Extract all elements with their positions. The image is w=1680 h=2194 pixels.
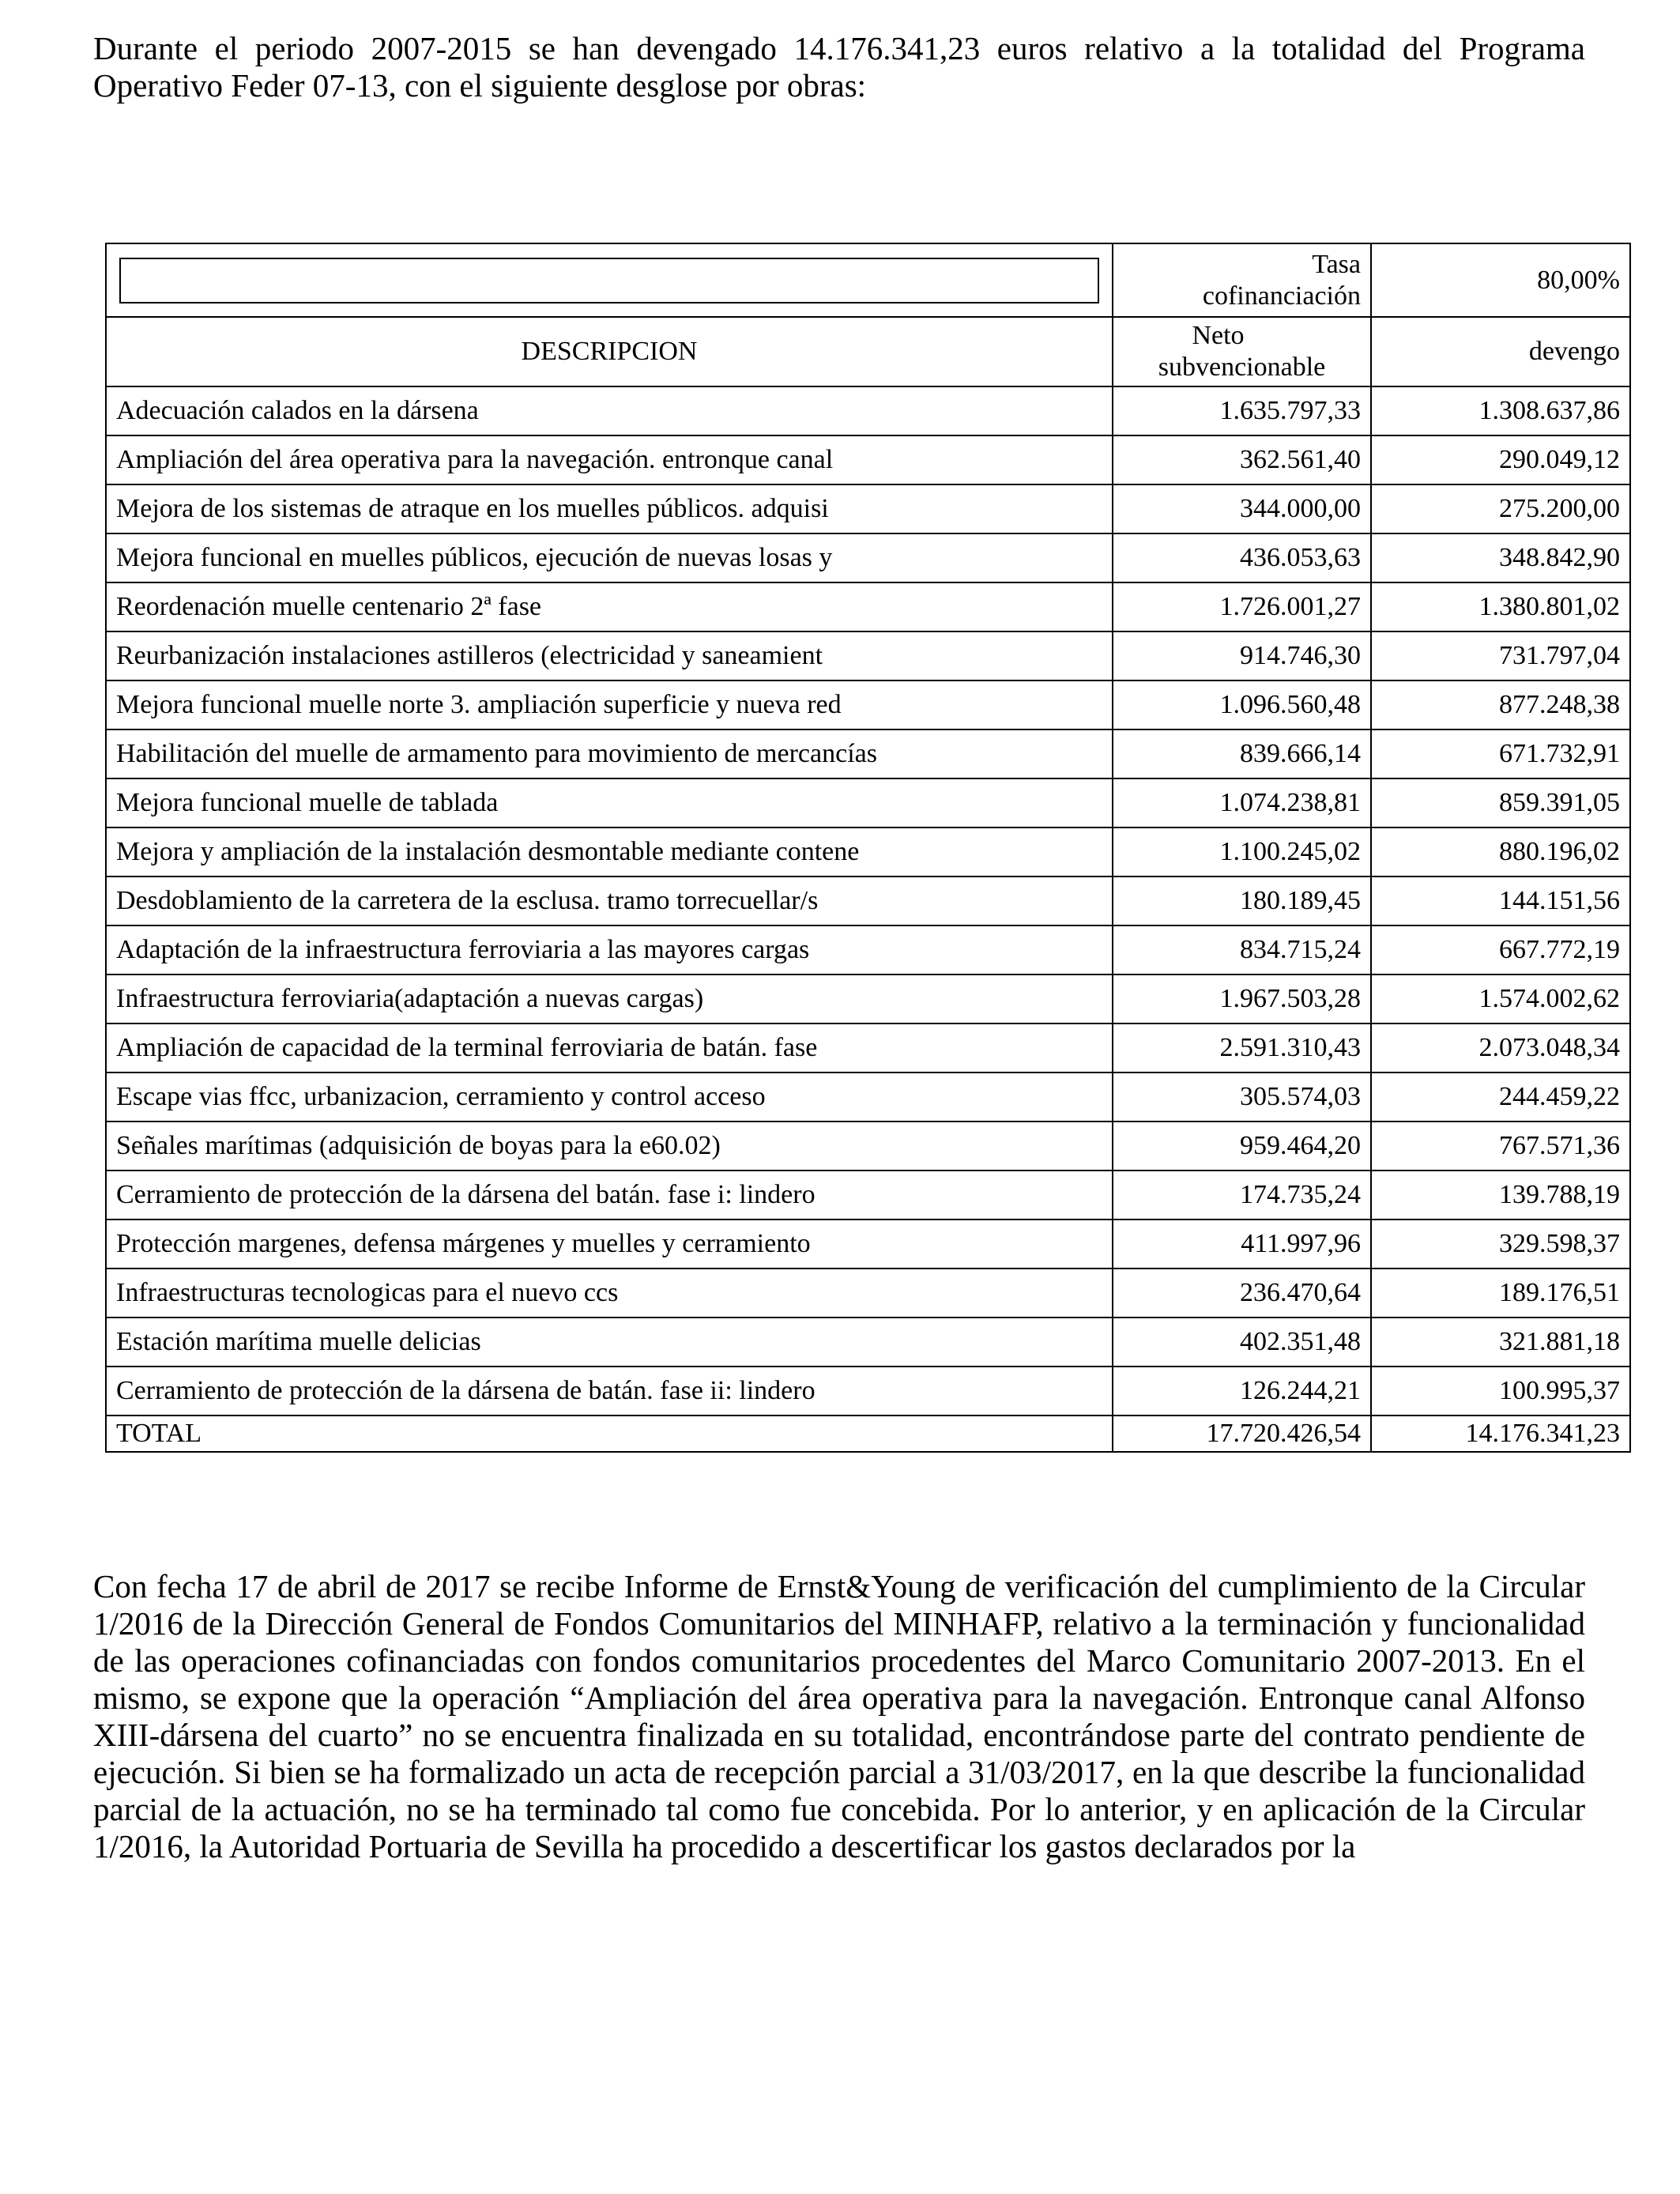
row-net-amount: 126.244,21 [1113, 1367, 1371, 1416]
row-accrual-amount: 767.571,36 [1371, 1122, 1630, 1171]
table-row [106, 1318, 1630, 1367]
table-row [106, 631, 1630, 680]
row-description: Desdoblamiento de la carretera de la esclusa. tramo torrecuellar/s [106, 876, 1113, 925]
row-description: Ampliación de capacidad de la terminal ferroviaria de batán. fase [106, 1023, 1113, 1072]
row-accrual-amount: 348.842,90 [1371, 533, 1630, 582]
row-accrual-amount: 1.308.637,86 [1371, 386, 1630, 435]
total-label: TOTAL [106, 1416, 1113, 1452]
row-net-amount: 1.967.503,28 [1113, 974, 1371, 1023]
table-row [106, 729, 1630, 778]
table-row [106, 974, 1630, 1023]
row-net-amount: 959.464,20 [1113, 1122, 1371, 1171]
row-net-amount: 2.591.310,43 [1113, 1023, 1371, 1072]
row-description: Cerramiento de protección de la dársena del batán. fase i: lindero [106, 1171, 1113, 1220]
row-net-amount: 1.100.245,02 [1113, 827, 1371, 876]
table-row [106, 1072, 1630, 1122]
row-description: Adecuación calados en la dársena [106, 386, 1113, 435]
row-description: Mejora funcional en muelles públicos, ejecución de nuevas losas y [106, 533, 1113, 582]
row-description: Mejora y ampliación de la instalación desmontable mediante contene [106, 827, 1113, 876]
table-row [106, 1171, 1630, 1220]
row-accrual-amount: 1.574.002,62 [1371, 974, 1630, 1023]
row-description: Cerramiento de protección de la dársena de batán. fase ii: lindero [106, 1367, 1113, 1416]
table-row [106, 533, 1630, 582]
row-accrual-amount: 877.248,38 [1371, 680, 1630, 729]
rate-label-line2: cofinanciación [1202, 281, 1361, 311]
row-accrual-amount: 880.196,02 [1371, 827, 1630, 876]
row-description: Ampliación del área operativa para la navegación. entronque canal [106, 435, 1113, 484]
total-net-amount: 17.720.426,54 [1113, 1416, 1371, 1452]
row-description: Reordenación muelle centenario 2ª fase [106, 582, 1113, 631]
row-net-amount: 411.997,96 [1113, 1220, 1371, 1269]
row-description: Estación marítima muelle delicias [106, 1318, 1113, 1367]
row-net-amount: 1.635.797,33 [1113, 386, 1371, 435]
row-net-amount: 344.000,00 [1113, 484, 1371, 533]
table-row [106, 1367, 1630, 1416]
works-breakdown-table [105, 243, 1631, 1453]
intro-paragraph: Durante el periodo 2007-2015 se han devengado 14.176.341,23 euros relativo a la totalidad del Programa Operativo Feder 07-13, con el siguiente desglose por obras: [93, 30, 1585, 104]
row-net-amount: 180.189,45 [1113, 876, 1371, 925]
net-label-line2: subvencionable [1158, 352, 1326, 382]
row-accrual-amount: 1.380.801,02 [1371, 582, 1630, 631]
table-row [106, 386, 1630, 435]
row-accrual-amount: 667.772,19 [1371, 925, 1630, 974]
table-row [106, 925, 1630, 974]
row-net-amount: 834.715,24 [1113, 925, 1371, 974]
row-net-amount: 1.726.001,27 [1113, 582, 1371, 631]
net-label-line1: Neto [1192, 321, 1245, 350]
row-description: Mejora funcional muelle de tablada [106, 778, 1113, 827]
row-accrual-amount: 144.151,56 [1371, 876, 1630, 925]
table-row [106, 1122, 1630, 1171]
row-net-amount: 174.735,24 [1113, 1171, 1371, 1220]
rate-value-cell: 80,00% [1371, 243, 1630, 317]
table-row [106, 778, 1630, 827]
row-description: Mejora de los sistemas de atraque en los muelles públicos. adquisi [106, 484, 1113, 533]
accrual-header: devengo [1371, 317, 1630, 386]
table-row [106, 827, 1630, 876]
total-accrual-amount: 14.176.341,23 [1371, 1416, 1630, 1452]
row-net-amount: 236.470,64 [1113, 1269, 1371, 1318]
row-accrual-amount: 139.788,19 [1371, 1171, 1630, 1220]
row-net-amount: 436.053,63 [1113, 533, 1371, 582]
row-description: Reurbanización instalaciones astilleros (electricidad y saneamient [106, 631, 1113, 680]
row-net-amount: 1.074.238,81 [1113, 778, 1371, 827]
net-label-cell [1113, 317, 1371, 386]
table-row [106, 1220, 1630, 1269]
row-description: Adaptación de la infraestructura ferroviaria a las mayores cargas [106, 925, 1113, 974]
row-accrual-amount: 100.995,37 [1371, 1367, 1630, 1416]
row-accrual-amount: 275.200,00 [1371, 484, 1630, 533]
table-row [106, 680, 1630, 729]
row-description: Infraestructuras tecnologicas para el nuevo ccs [106, 1269, 1113, 1318]
row-accrual-amount: 2.073.048,34 [1371, 1023, 1630, 1072]
row-net-amount: 305.574,03 [1113, 1072, 1371, 1122]
row-description: Infraestructura ferroviaria(adaptación a nuevas cargas) [106, 974, 1113, 1023]
row-description: Mejora funcional muelle norte 3. ampliación superficie y nueva red [106, 680, 1113, 729]
row-description: Protección margenes, defensa márgenes y muelles y cerramiento [106, 1220, 1113, 1269]
closing-paragraph: Con fecha 17 de abril de 2017 se recibe Informe de Ernst&Young de verificación del cumplimiento de la Circular 1/2016 de la Dirección General de Fondos Comunitarios del MINHAFP, relativo a la terminación y funcionalidad de las operaciones cofinanciadas con fondos comunitarios procedentes del Marco Comunitario 2007-2013. En el mismo, se expone que la operación “Ampliación del área operativa para la navegación. Entronque canal Alfonso XIII-dársena del cuarto” no se encuentra finalizada en su totalidad, encontrándose parte del contrato pendiente de ejecución. Si bien se ha formalizado un acta de recepción parcial a 31/03/2017, en la que describe la funcionalidad parcial de la actuación, no se ha terminado tal como fue concebida. Por lo anterior, y en aplicación de la Circular 1/2016, la Autoridad Portuaria de Sevilla ha procedido a descertificar los gastos declarados por la [93, 1568, 1585, 1864]
table-row [106, 1023, 1630, 1072]
row-net-amount: 839.666,14 [1113, 729, 1371, 778]
rate-label-cell [1113, 243, 1371, 317]
row-net-amount: 402.351,48 [1113, 1318, 1371, 1367]
table-row [106, 435, 1630, 484]
row-accrual-amount: 290.049,12 [1371, 435, 1630, 484]
table-row [106, 582, 1630, 631]
row-net-amount: 914.746,30 [1113, 631, 1371, 680]
row-accrual-amount: 321.881,18 [1371, 1318, 1630, 1367]
row-accrual-amount: 859.391,05 [1371, 778, 1630, 827]
row-description: Habilitación del muelle de armamento para movimiento de mercancías [106, 729, 1113, 778]
row-net-amount: 1.096.560,48 [1113, 680, 1371, 729]
rate-label-line1: Tasa [1312, 249, 1361, 279]
table-row [106, 484, 1630, 533]
empty-header-box [119, 258, 1099, 303]
table-row [106, 1269, 1630, 1318]
table-row [106, 876, 1630, 925]
empty-header-cell [106, 243, 1113, 317]
row-accrual-amount: 731.797,04 [1371, 631, 1630, 680]
row-accrual-amount: 671.732,91 [1371, 729, 1630, 778]
description-header: DESCRIPCION [106, 317, 1113, 386]
row-accrual-amount: 189.176,51 [1371, 1269, 1630, 1318]
row-description: Señales marítimas (adquisición de boyas para la e60.02) [106, 1122, 1113, 1171]
total-row [106, 1416, 1630, 1452]
row-accrual-amount: 329.598,37 [1371, 1220, 1630, 1269]
table-header-row-2 [106, 317, 1630, 386]
row-accrual-amount: 244.459,22 [1371, 1072, 1630, 1122]
row-description: Escape vias ffcc, urbanizacion, cerramiento y control acceso [106, 1072, 1113, 1122]
table-header-row-1 [106, 243, 1630, 317]
row-net-amount: 362.561,40 [1113, 435, 1371, 484]
